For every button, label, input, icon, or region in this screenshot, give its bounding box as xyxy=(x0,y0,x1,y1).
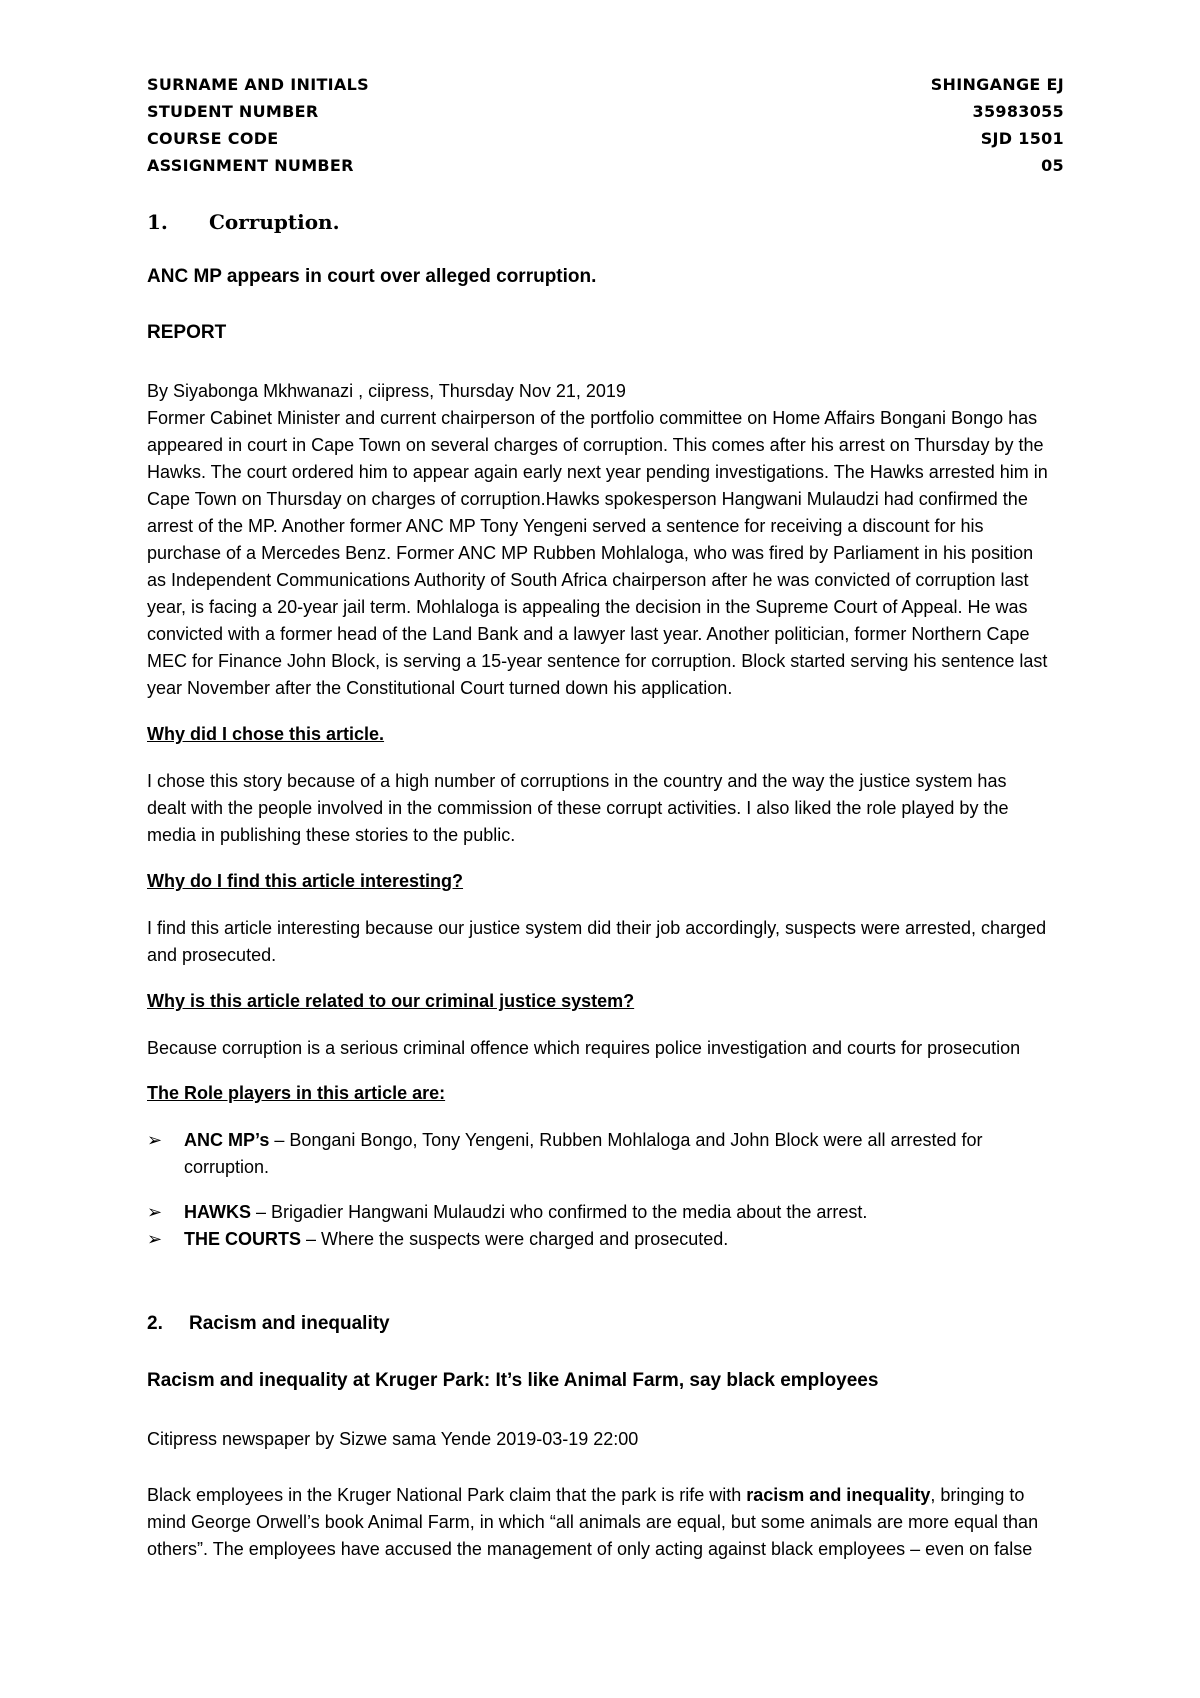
role-desc: – Where the suspects were charged and prosecuted. xyxy=(306,1229,729,1249)
paragraph-line: mind George Orwell’s book Animal Farm, in which “all animals are equal, but some animals are more equal than xyxy=(147,1512,1039,1532)
header-value: 05 xyxy=(1041,156,1064,175)
header-value: SHINGANGE EJ xyxy=(930,75,1064,94)
section-title: Racism and inequality xyxy=(189,1313,390,1334)
report-line: Hawks. The court ordered him to appear again early next year pending investigations. The Hawks arrested him in xyxy=(147,462,1048,482)
header-row-student-number xyxy=(147,102,1064,128)
section-number: 1. xyxy=(147,210,168,234)
header-label: COURSE CODE xyxy=(147,129,279,148)
report-line: appeared in court in Cape Town on several charges of corruption. This comes after his arrest on Thursday by the xyxy=(147,435,1044,455)
header-value: 35983055 xyxy=(972,102,1064,121)
role-desc: corruption. xyxy=(184,1157,270,1177)
report-line: purchase of a Mercedes Benz. Former ANC MP Rubben Mohlaloga, who was fired by Parliament in his position xyxy=(147,543,1034,563)
report-line: as Independent Communications Authority of South Africa chairperson after he was convicted of corruption last xyxy=(147,570,1029,590)
list-item-text xyxy=(184,1199,1064,1226)
report-line: convicted with a former head of the Land Bank and a lawyer last year. Another politician, former Northern Cape xyxy=(147,624,1030,644)
list-item-text xyxy=(184,1127,1064,1181)
why-related-heading: Why is this article related to our criminal justice system? xyxy=(147,991,635,1011)
section-1-title xyxy=(147,210,340,234)
why-interesting-heading: Why do I find this article interesting? xyxy=(147,871,464,891)
header-value: SJD 1501 xyxy=(980,129,1064,148)
role-term: HAWKS xyxy=(184,1202,251,1222)
article-byline: Citipress newspaper by Sizwe sama Yende 2019-03-19 22:00 xyxy=(147,1429,639,1449)
role-term: THE COURTS xyxy=(184,1229,301,1249)
article-byline: By Siyabonga Mkhwanazi , ciipress, Thursday Nov 21, 2019 xyxy=(147,381,626,401)
role-desc: – Bongani Bongo, Tony Yengeni, Rubben Mohlaloga and John Block were all arrested for xyxy=(274,1130,983,1150)
paragraph-line: I find this article interesting because our justice system did their job accordingly, suspects were arrested, charged xyxy=(147,918,1047,938)
why-related-body: Because corruption is a serious criminal offence which requires police investigation and courts for prosecution xyxy=(147,1038,1021,1058)
report-line: arrest of the MP. Another former ANC MP Tony Yengeni served a sentence for receiving a discount for his xyxy=(147,516,984,536)
arrow-bullet-icon: ➢ xyxy=(147,1130,163,1150)
report-body xyxy=(147,405,1064,702)
role-term: ANC MP’s xyxy=(184,1130,270,1150)
report-label: REPORT xyxy=(147,322,227,343)
paragraph-line: media in publishing these stories to the public. xyxy=(147,825,516,845)
paragraph-line xyxy=(147,1482,1064,1509)
article-body xyxy=(147,1482,1064,1563)
report-line: MEC for Finance John Block, is serving a 15-year sentence for corruption. Block started serving his sentence last xyxy=(147,651,1048,671)
section-number: 2. xyxy=(147,1313,163,1334)
paragraph-text: , bringing to xyxy=(930,1485,1025,1505)
role-desc: – Brigadier Hangwani Mulaudzi who confirmed to the media about the arrest. xyxy=(256,1202,868,1222)
report-line: year November after the Constitutional Court turned down his application. xyxy=(147,678,733,698)
arrow-bullet-icon: ➢ xyxy=(147,1202,163,1222)
report-line: Cape Town on Thursday on charges of corruption.Hawks spokesperson Hangwani Mulaudzi had confirmed the xyxy=(147,489,1028,509)
arrow-bullet-icon: ➢ xyxy=(147,1229,163,1249)
paragraph-line: others”. The employees have accused the management of only acting against black employees – even on false xyxy=(147,1539,1033,1559)
paragraph-emphasis: racism and inequality xyxy=(746,1485,931,1505)
role-players-heading: The Role players in this article are: xyxy=(147,1083,446,1103)
paragraph-line: dealt with the people involved in the commission of these corrupt activities. I also liked the role played by the xyxy=(147,798,1009,818)
paragraph-text: Black employees in the Kruger National Park claim that the park is rife with xyxy=(147,1485,747,1505)
why-chose-heading: Why did I chose this article. xyxy=(147,724,385,744)
section-2-title xyxy=(147,1313,390,1335)
list-item-text xyxy=(184,1226,1064,1253)
report-line: year, is facing a 20-year jail term. Mohlaloga is appealing the decision in the Supreme Court of Appeal. He was xyxy=(147,597,1028,617)
why-interesting-body xyxy=(147,915,1064,969)
paragraph-line: I chose this story because of a high number of corruptions in the country and the way the justice system has xyxy=(147,771,1007,791)
header-row-surname xyxy=(147,75,1064,101)
section-title: Corruption. xyxy=(209,210,340,234)
report-line: Former Cabinet Minister and current chairperson of the portfolio committee on Home Affairs Bongani Bongo has xyxy=(147,408,1038,428)
why-chose-body xyxy=(147,768,1064,849)
article-headline: Racism and inequality at Kruger Park: It’s like Animal Farm, say black employees xyxy=(147,1370,879,1391)
header-label: ASSIGNMENT NUMBER xyxy=(147,156,354,175)
header-label: SURNAME AND INITIALS xyxy=(147,75,369,94)
header-row-course-code xyxy=(147,129,1064,155)
header-label: STUDENT NUMBER xyxy=(147,102,319,121)
header-row-assignment-number xyxy=(147,156,1064,182)
article-headline: ANC MP appears in court over alleged corruption. xyxy=(147,266,597,287)
paragraph-line: and prosecuted. xyxy=(147,945,277,965)
